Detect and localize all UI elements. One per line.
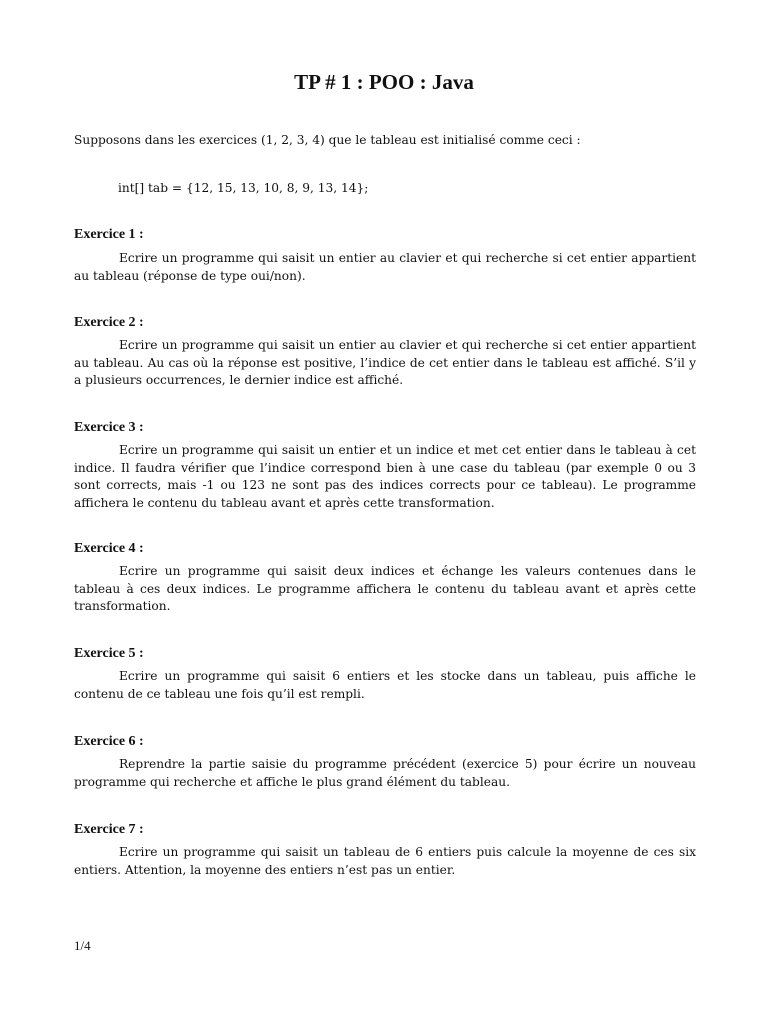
exercise-5-heading: Exercice 5 :	[74, 646, 144, 661]
exercise-3-heading: Exercice 3 :	[74, 420, 144, 435]
exercise-7-text: Ecrire un programme qui saisit un tableau de 6 entiers puis calcule la moyenne de ces six entiers. Attention, la moyenne des entiers n’est pas un entier.	[74, 845, 696, 877]
exercise-5-text: Ecrire un programme qui saisit 6 entiers et les stocke dans un tableau, puis affiche le contenu de ce tableau une fois qu’il est rempli.	[74, 669, 696, 701]
exercise-2-heading: Exercice 2 :	[74, 315, 144, 330]
exercise-2-text: Ecrire un programme qui saisit un entier au clavier et qui recherche si cet entier appartient au tableau. Au cas où la réponse est positive, l’indice de cet entier dans le tableau est affiché. S’il y a plusieurs occurrences, le dernier indice est affiché.	[74, 338, 696, 387]
document-title: TP # 1 : POO : Java	[294, 70, 474, 94]
code-snippet: int[] tab = {12, 15, 13, 10, 8, 9, 13, 14};	[118, 181, 369, 195]
page-number: 1/4	[74, 938, 91, 953]
exercise-6-text: Reprendre la partie saisie du programme précédent (exercice 5) pour écrire un nouveau programme qui recherche et affiche le plus grand élément du tableau.	[74, 757, 696, 789]
exercise-7-heading: Exercice 7 :	[74, 822, 144, 837]
exercise-4-text: Ecrire un programme qui saisit deux indices et échange les valeurs contenues dans le tableau à ces deux indices. Le programme affichera le contenu du tableau avant et après cette transformation.	[74, 564, 696, 613]
exercise-6-heading: Exercice 6 :	[74, 734, 144, 749]
intro-text: Supposons dans les exercices (1, 2, 3, 4) que le tableau est initialisé comme ceci :	[74, 133, 581, 147]
exercise-1-text: Ecrire un programme qui saisit un entier au clavier et qui recherche si cet entier appartient au tableau (réponse de type oui/non).	[74, 251, 696, 283]
exercise-3-text: Ecrire un programme qui saisit un entier et un indice et met cet entier dans le tableau à cet indice. Il faudra vérifier que l’indice correspond bien à une case du tableau (par exemple 0 ou 3 sont corrects, mais -1 ou 123 ne sont pas des indices corrects pour ce tableau). Le programme affichera le contenu du tableau avant et après cette transformation.	[74, 443, 696, 510]
exercise-4-heading: Exercice 4 :	[74, 541, 144, 556]
exercise-1-heading: Exercice 1 :	[74, 227, 144, 242]
